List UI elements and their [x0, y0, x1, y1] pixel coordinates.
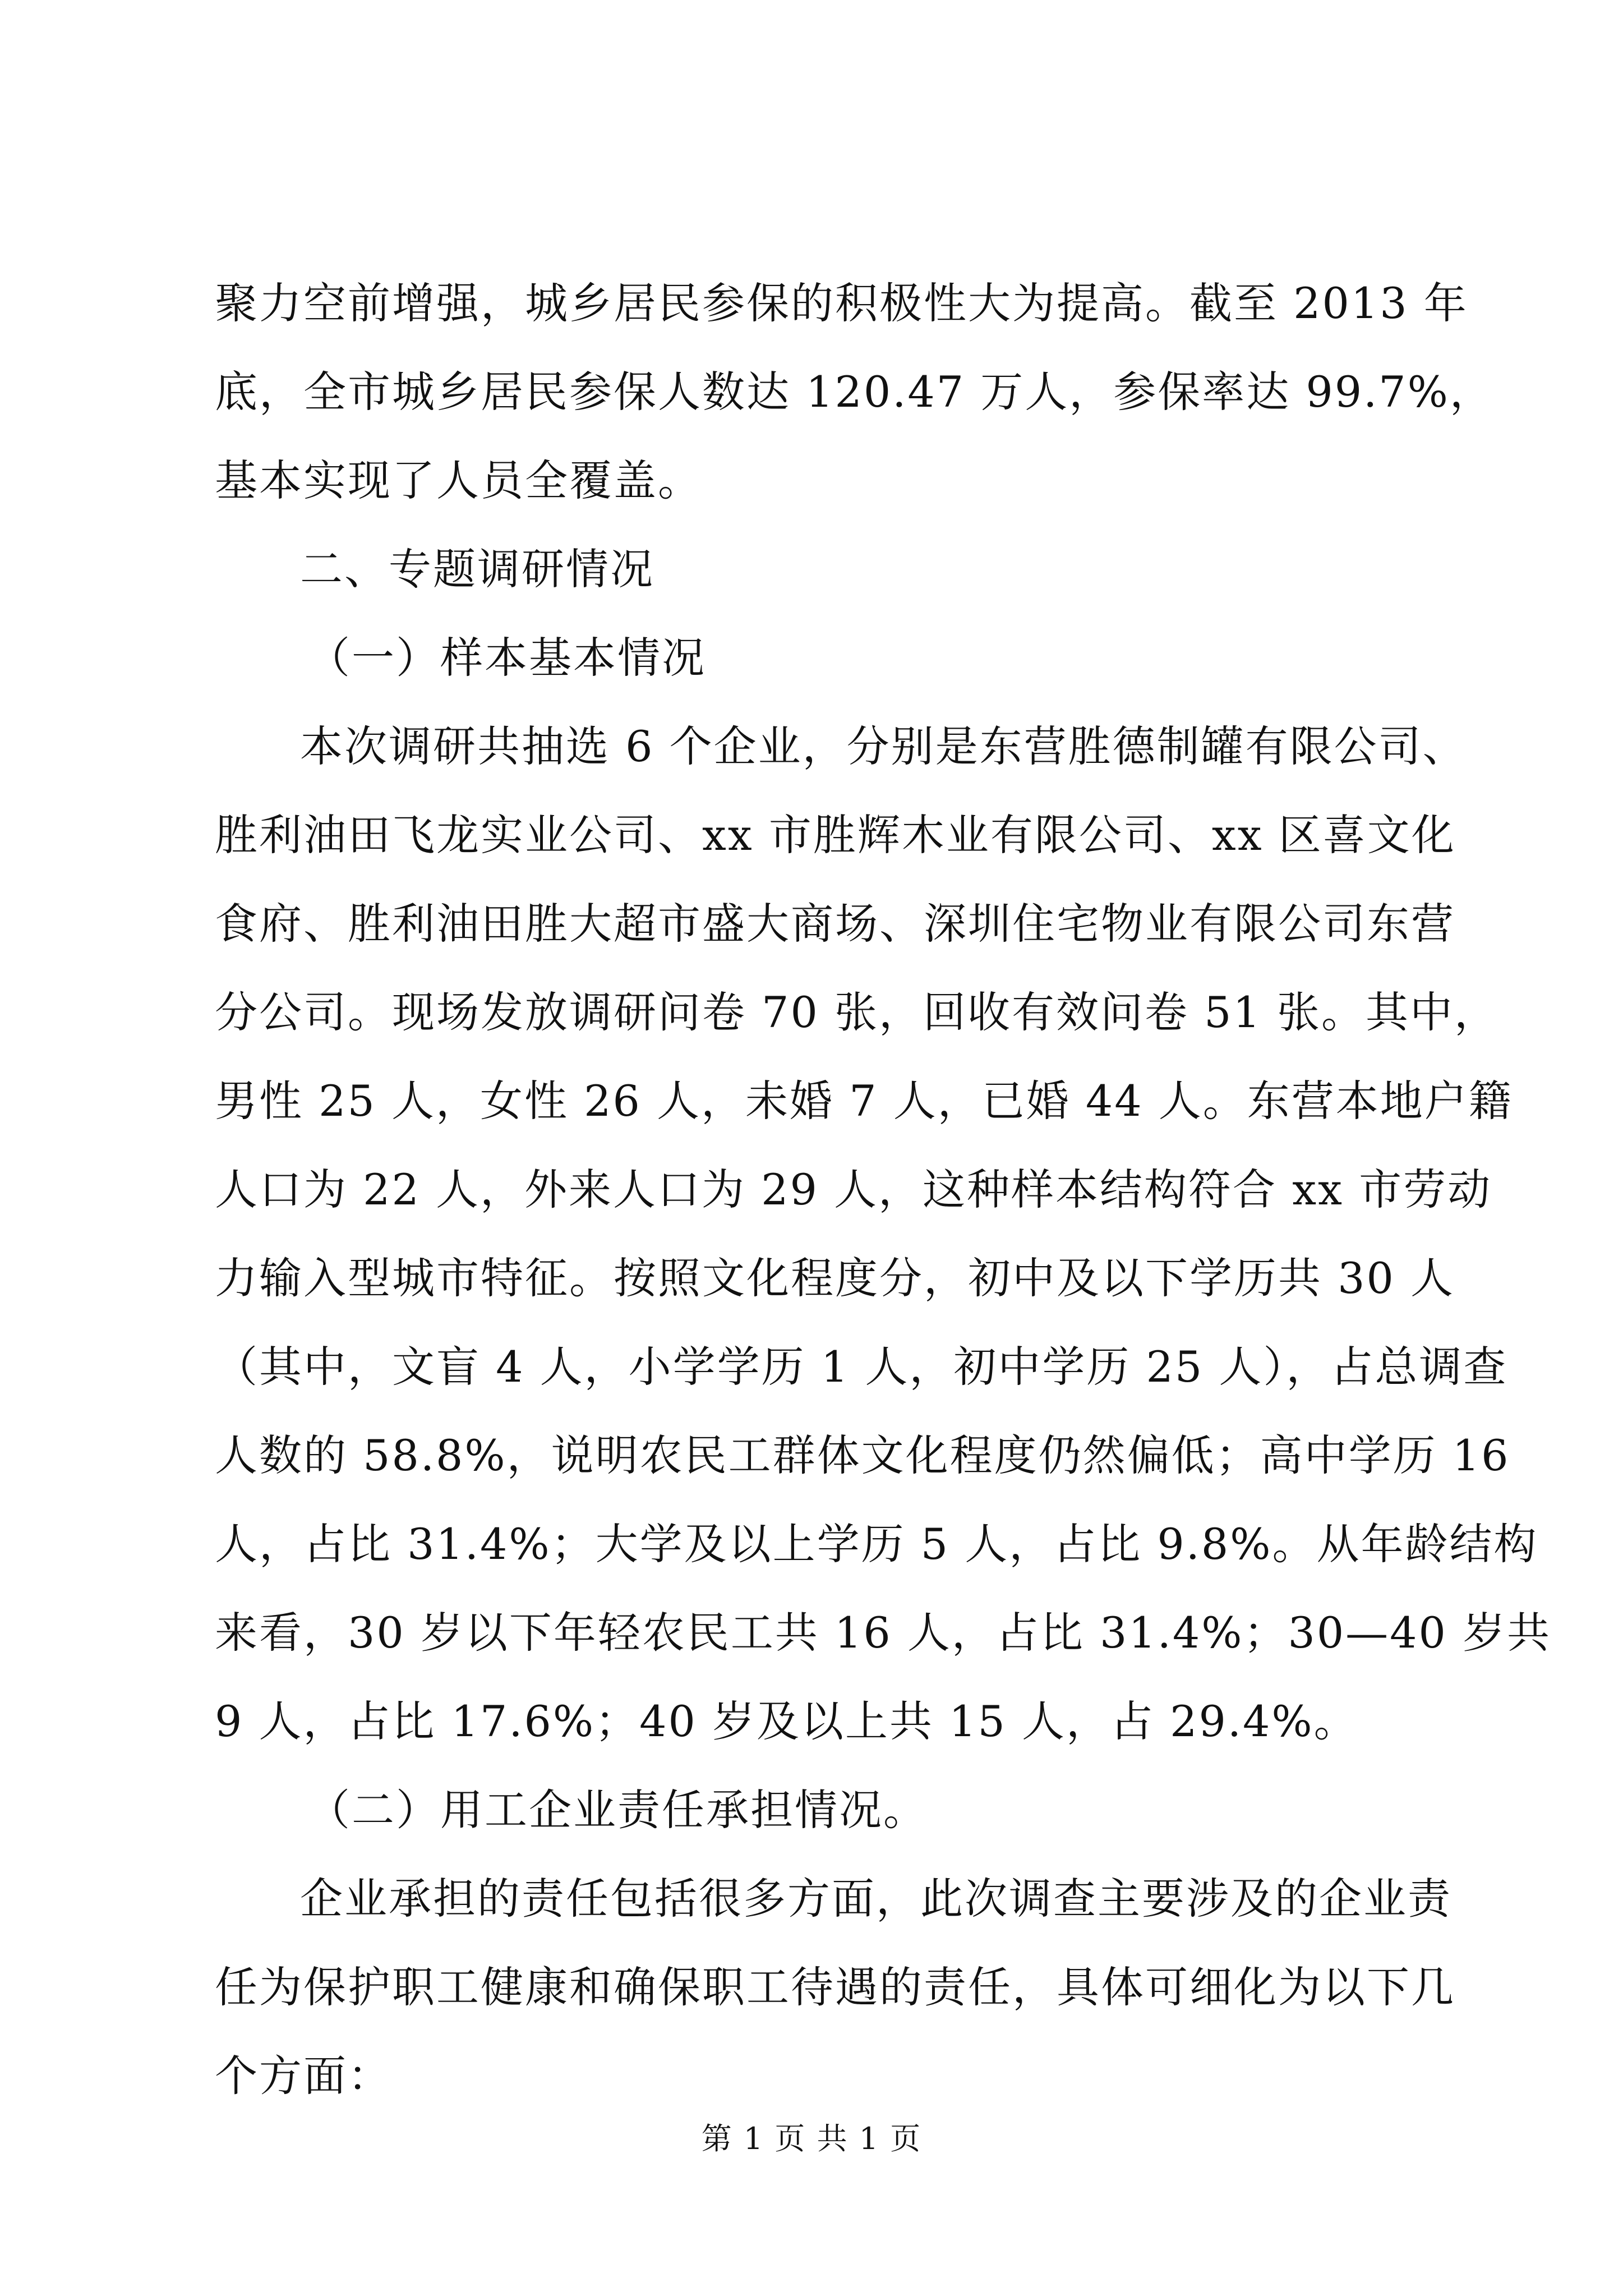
text-line: 底，全市城乡居民参保人数达 120.47 万人，参保率达 99.7%，: [215, 367, 1494, 417]
text-line: 力输入型城市特征。按照文化程度分，初中及以下学历共 30 人: [215, 1253, 1455, 1303]
text-line: 个方面：: [215, 2051, 392, 2101]
text-line: 聚力空前增强，城乡居民参保的积极性大为提高。截至 2013 年: [215, 278, 1468, 328]
text-line: 9 人，占比 17.6%；40 岁及以上共 15 人，占 29.4%。: [215, 1696, 1358, 1746]
text-line: 企业承担的责任包括很多方面，此次调查主要涉及的企业责: [300, 1874, 1452, 1924]
subsection-heading: （二）用工企业责任承担情况。: [307, 1785, 928, 1835]
text-line: 人数的 58.8%，说明农民工群体文化程度仍然偏低；高中学历 16: [215, 1430, 1510, 1480]
document-body: [215, 259, 1552, 2120]
text-line: 基本实现了人员全覆盖。: [215, 455, 702, 505]
page-number-label: 第 1 页 共 1 页: [701, 2121, 922, 2156]
text-line: 食府、胜利油田胜大超市盛大商场、深圳住宅物业有限公司东营: [215, 899, 1455, 949]
page-footer: [0, 2119, 1623, 2159]
section-heading: 二、专题调研情况: [300, 544, 654, 594]
text-line: 任为保护职工健康和确保职工待遇的责任，具体可细化为以下几: [215, 1962, 1455, 2012]
text-line: 人口为 22 人，外来人口为 29 人，这种样本结构符合 xx 市劳动: [215, 1165, 1492, 1214]
text-line: 本次调研共抽选 6 个企业，分别是东营胜德制罐有限公司、: [300, 721, 1467, 771]
text-line: 胜利油田飞龙实业公司、xx 市胜辉木业有限公司、xx 区喜文化: [215, 810, 1456, 860]
subsection-heading: （一）样本基本情况: [307, 633, 706, 683]
text-line: （其中，文盲 4 人，小学学历 1 人，初中学历 25 人），占总调查: [215, 1342, 1508, 1392]
text-line: 分公司。现场发放调研问卷 70 张，回收有效问卷 51 张。其中，: [215, 987, 1499, 1037]
text-line: 人，占比 31.4%；大学及以上学历 5 人，占比 9.8%。从年龄结构: [215, 1519, 1538, 1569]
text-line: 男性 25 人，女性 26 人，未婚 7 人，已婚 44 人。东营本地户籍: [215, 1076, 1513, 1126]
text-line: 来看，30 岁以下年轻农民工共 16 人，占比 31.4%；30—40 岁共: [215, 1608, 1552, 1658]
